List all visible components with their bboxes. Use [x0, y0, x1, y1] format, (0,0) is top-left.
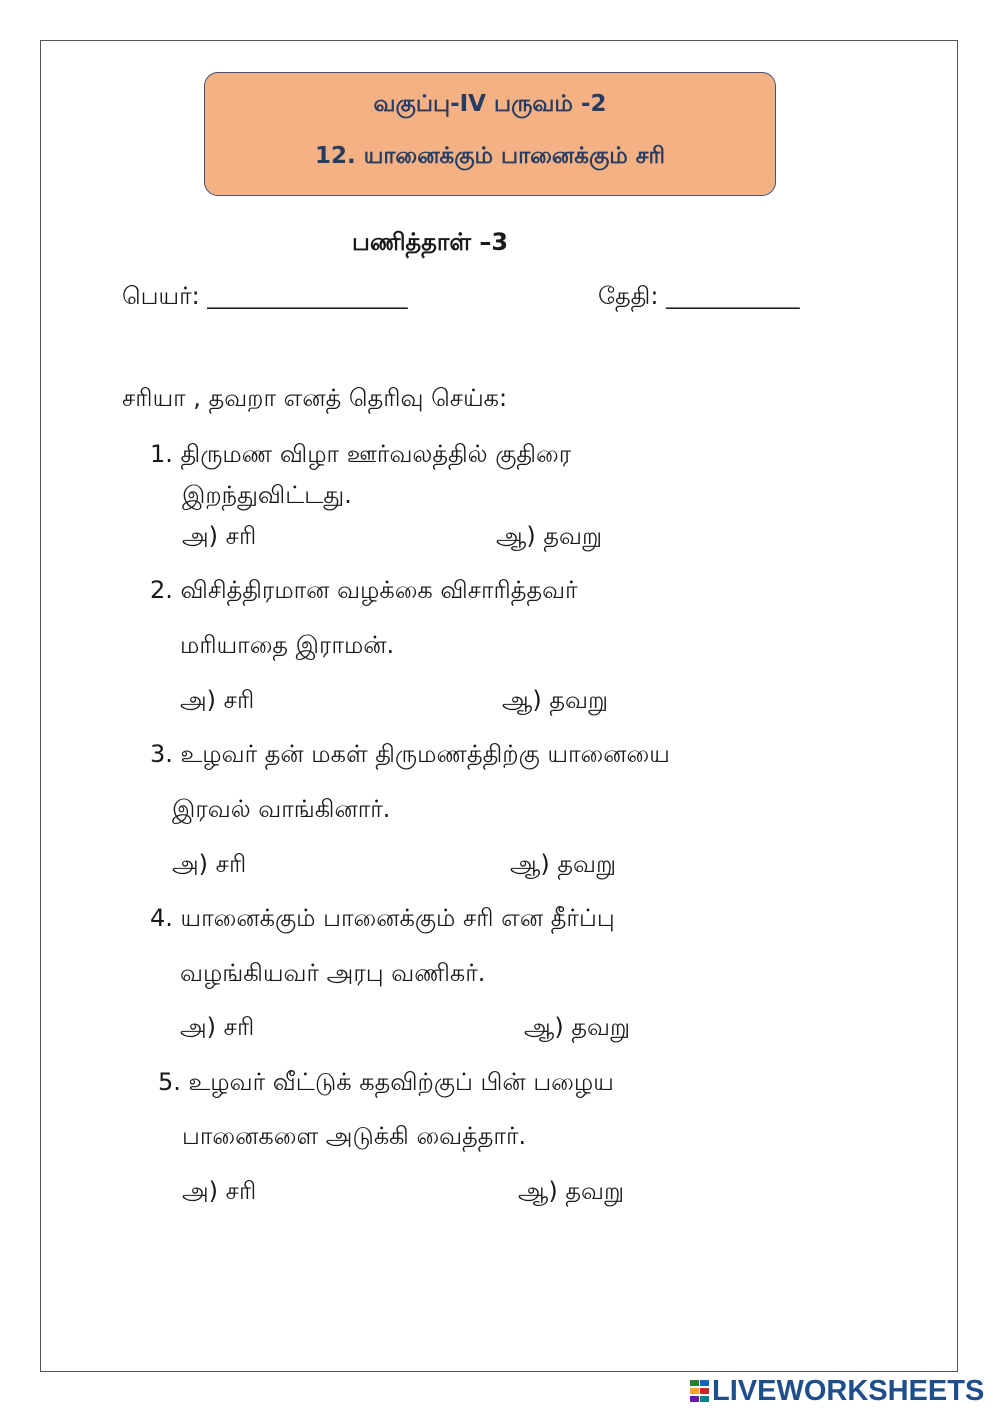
- question-3-line-2: இரவல் வாங்கினார்.: [172, 795, 391, 823]
- question-3-option-true[interactable]: அ) சரி: [172, 850, 247, 878]
- question-4-line-1: 4. யானைக்கும் பானைக்கும் சரி என தீர்ப்பு: [150, 904, 615, 932]
- date-field: [598, 282, 800, 313]
- question-4-option-true[interactable]: அ) சரி: [180, 1013, 255, 1041]
- header-grade-term: வகுப்பு-IV பருவம் -2: [373, 91, 607, 117]
- question-1-line-2: இறந்துவிட்டது.: [182, 481, 352, 509]
- header-box: [204, 72, 776, 196]
- liveworksheets-logo[interactable]: [690, 1373, 984, 1409]
- name-blank[interactable]: _______________: [207, 283, 408, 310]
- name-label: பெயர்:: [122, 282, 200, 310]
- instruction-text: சரியா , தவறா எனத் தெரிவு செய்க:: [122, 384, 508, 412]
- question-4-line-2: வழங்கியவர் அரபு வணிகர்.: [180, 959, 486, 987]
- question-2-line-1: 2. விசித்திரமான வழக்கை விசாரித்தவர்: [150, 576, 578, 604]
- question-5-option-true[interactable]: அ) சரி: [182, 1177, 257, 1205]
- date-label: தேதி:: [598, 282, 659, 310]
- question-5-option-false[interactable]: ஆ) தவறு: [518, 1177, 625, 1205]
- header-lesson-title: 12. யானைக்கும் பானைக்கும் சரி: [314, 143, 666, 169]
- question-5-line-1: 5. உழவர் வீட்டுக் கதவிற்குப் பின் பழைய: [158, 1068, 614, 1096]
- question-2-option-false[interactable]: ஆ) தவறு: [502, 686, 609, 714]
- liveworksheets-logo-text: LIVEWORKSHEETS: [712, 1374, 985, 1407]
- question-1-option-true[interactable]: அ) சரி: [182, 522, 257, 550]
- name-field: [122, 282, 408, 313]
- question-4-option-false[interactable]: ஆ) தவறு: [524, 1013, 631, 1041]
- question-2-option-true[interactable]: அ) சரி: [180, 686, 255, 714]
- date-blank[interactable]: __________: [666, 283, 800, 310]
- liveworksheets-logo-icon: [690, 1380, 710, 1402]
- question-3-line-1: 3. உழவர் தன் மகள் திருமணத்திற்கு யானையை: [150, 740, 670, 768]
- question-3-option-false[interactable]: ஆ) தவறு: [510, 850, 617, 878]
- question-2-line-2: மரியாதை இராமன்.: [180, 631, 395, 659]
- question-5-line-2: பானைகளை அடுக்கி வைத்தார்.: [182, 1122, 527, 1150]
- worksheet-title: பணித்தாள் –3: [352, 228, 509, 256]
- question-1-option-false[interactable]: ஆ) தவறு: [496, 522, 603, 550]
- question-1-line-1: 1. திருமண விழா ஊர்வலத்தில் குதிரை: [150, 440, 572, 468]
